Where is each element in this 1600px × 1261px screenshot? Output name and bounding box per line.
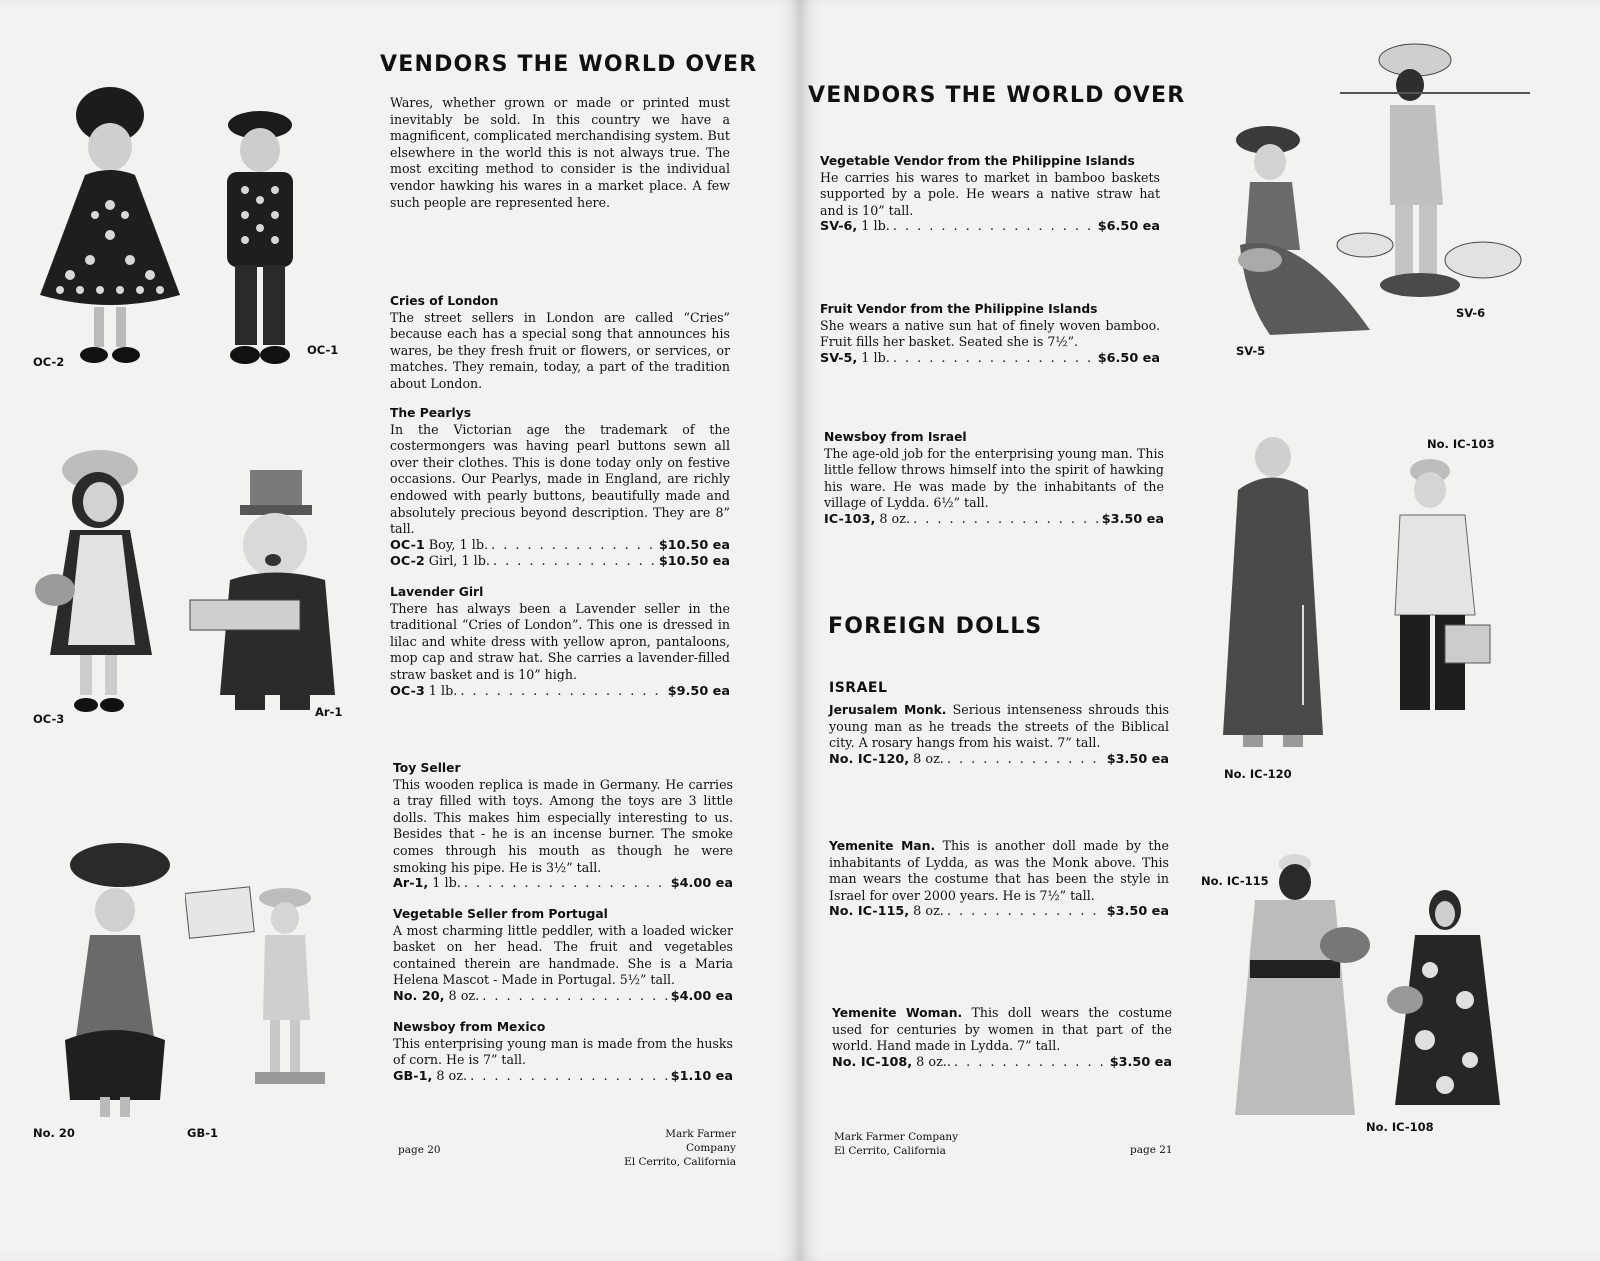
item-weight: 8 oz. [448, 988, 480, 1004]
fruit-vendor-philippines-entry [820, 301, 1160, 367]
entry-title: Vegetable Seller from Portugal [393, 907, 608, 921]
entry-title: Newsboy from Israel [824, 430, 967, 444]
item-code: OC-1 [390, 537, 425, 553]
entry-title: Toy Seller [393, 761, 461, 775]
intro-text: Wares, whether grown or made or printed must inevitably be sold. In this country we have a magnificent, complicated merchandising system. But elsewhere in the world this is not always true. The most exciting method to consider is the individual vendor hawking his wares in a market place. A few such people are represented here. [390, 95, 730, 210]
vegetable-seller-portugal-entry [393, 906, 733, 1006]
item-label: GB-1 [187, 1126, 218, 1140]
item-label: Ar-1 [315, 705, 343, 719]
leader-dots [460, 684, 664, 701]
entry-text: A most charming little peddler, with a loaded wicker basket on her head. The fruit and vegetables contained therein are handmade. She is a Maria Helena Mascot - Made in Portugal. 5½” tall. [393, 922, 733, 988]
entry-title: The Pearlys [390, 406, 472, 420]
price-line [832, 1055, 1172, 1072]
entry-title: Yemenite Man. [829, 839, 936, 853]
price-line [393, 1069, 733, 1086]
price-line [393, 876, 733, 893]
item-label: SV-5 [1236, 344, 1266, 358]
item-price: $3.50 ea [1101, 511, 1164, 527]
item-weight: 8 oz. [913, 904, 944, 920]
vegetable-vendor-doll-photo [1335, 35, 1530, 305]
company-name: Mark Farmer Company [665, 1128, 736, 1154]
leader-dots [893, 219, 1095, 236]
item-label: No. IC-120 [1224, 767, 1292, 781]
toy-seller-figure-photo [185, 465, 350, 720]
item-label: No. IC-103 [1427, 437, 1495, 451]
leader-dots [893, 351, 1095, 368]
item-price: $10.50 ea [658, 554, 730, 570]
item-label: No. IC-108 [1366, 1120, 1434, 1134]
item-code: OC-2 [390, 554, 425, 570]
country-subheading: ISRAEL [829, 680, 888, 696]
item-price: $4.00 ea [670, 876, 733, 892]
jerusalem-monk-doll-photo [1218, 435, 1328, 760]
leader-dots [482, 989, 668, 1006]
lavender-girl-doll-photo [30, 440, 160, 725]
company-city: El Cerrito, California [834, 1145, 946, 1157]
intro-paragraph [390, 95, 730, 211]
company-city: El Cerrito, California [624, 1156, 736, 1168]
israel-newsboy-doll-photo [1375, 455, 1505, 755]
item-price: $9.50 ea [667, 683, 730, 699]
price-line [393, 989, 733, 1006]
vegetable-vendor-philippines-entry [820, 153, 1160, 236]
item-code: SV-5, [820, 350, 858, 366]
entry-text: This enterprising young man is made from the husks of corn. He is 7” tall. [393, 1035, 733, 1068]
pearly-boy-doll-photo [205, 100, 315, 375]
toy-seller-entry [393, 760, 733, 893]
jerusalem-monk-entry [829, 702, 1169, 768]
entry-text: This doll wears the costume used for centuries by women in that part of the world. Hand made in Lydda. 7” tall. [832, 1005, 1172, 1054]
entry-text: There has always been a Lavender seller in the traditional “Cries of London”. This one is dressed in lilac and white dress with yellow apron, pantaloons, mop cap and straw hat. She carries a lavender-filled straw basket and is 10” high. [390, 600, 730, 682]
entry-text: This wooden replica is made in Germany. He carries a tray filled with toys. Among the toys are 3 little dolls. This makes him especially interesting to us. Besides that - he is an incense burner. The smoke comes through his mouth as though he were smoking his pipe. He is 3½” tall. [393, 776, 733, 875]
entry-title: Jerusalem Monk. [829, 703, 947, 717]
item-weight: 1 lb. [861, 219, 890, 235]
item-weight: 1 lb. [432, 876, 461, 892]
pearlys-entry [390, 405, 730, 571]
page-number: page 21 [1130, 1144, 1173, 1156]
item-code: No. 20, [393, 988, 445, 1004]
price-line [390, 684, 730, 701]
item-code: No. IC-120, [829, 751, 910, 767]
cries-of-london-entry [390, 293, 730, 393]
item-weight: 8 oz. [913, 751, 944, 767]
entry-title: Lavender Girl [390, 585, 484, 599]
item-code: IC-103, [824, 511, 876, 527]
entry-title: Yemenite Woman. [832, 1006, 963, 1020]
item-weight: Boy, 1 lb. [428, 537, 489, 553]
item-label: No. 20 [33, 1126, 75, 1140]
entry-title: Cries of London [390, 294, 499, 308]
entry-title: Newsboy from Mexico [393, 1020, 546, 1034]
right-page [800, 0, 1600, 1261]
price-line [820, 351, 1160, 368]
entry-text: He carries his wares to market in bamboo baskets supported by a pole. He wears a native straw hat and is 10” tall. [820, 169, 1160, 218]
mexico-newsboy-figure-photo [185, 880, 330, 1095]
newsboy-israel-entry [824, 429, 1164, 529]
leader-dots [470, 1069, 668, 1086]
publisher-footer [616, 1127, 736, 1169]
page-heading: VENDORS THE WORLD OVER [808, 83, 1186, 108]
entry-text: The age-old job for the enterprising young man. This little fellow throws himself into the spirit of hawking his ware. He was made by the inhabitants of the village of Lydda. 6½” tall. [824, 445, 1164, 511]
entry-text: This is another doll made by the inhabitants of Lydda, as was the Monk above. This man wears the costume that has been the style in Israel for over 2000 years. He is 7½” tall. [829, 838, 1169, 903]
section-heading: FOREIGN DOLLS [828, 614, 1043, 639]
price-line [824, 512, 1164, 529]
item-weight: Girl, 1 lb. [428, 554, 491, 570]
leader-dots [954, 1055, 1107, 1072]
yemenite-woman-entry [832, 1005, 1172, 1071]
leader-dots [947, 752, 1104, 769]
page-number: page 20 [398, 1144, 441, 1156]
item-code: No. IC-108, [832, 1054, 913, 1070]
yemenite-man-doll-photo [1215, 850, 1380, 1135]
newsboy-mexico-entry [393, 1019, 733, 1085]
item-price: $3.50 ea [1109, 1054, 1172, 1070]
leader-dots [464, 876, 668, 893]
price-line [390, 554, 730, 571]
entry-title: Vegetable Vendor from the Philippine Islands [820, 154, 1135, 168]
price-line [820, 219, 1160, 236]
item-label: No. IC-115 [1201, 874, 1269, 888]
item-weight: 8 oz. [879, 511, 911, 527]
leader-dots [913, 512, 1099, 529]
leader-dots [947, 904, 1104, 921]
lavender-girl-entry [390, 584, 730, 700]
yemenite-woman-doll-photo [1385, 890, 1515, 1125]
item-weight: 1 lb. [428, 683, 458, 699]
item-code: OC-3 [390, 683, 425, 699]
item-price: $4.00 ea [670, 988, 733, 1004]
price-line [829, 752, 1169, 769]
item-price: $3.50 ea [1106, 904, 1169, 920]
leader-dots [493, 554, 656, 571]
price-line [829, 904, 1169, 921]
pearly-girl-doll-photo [30, 85, 190, 380]
entry-text: In the Victorian age the trademark of the costermongers was having pearl buttons sewn all over their clothes. This is done today only on festive occasions. Our Pearlys, made in England, are richly endowed with pearly buttons, beautifully made and absolutely precious beyond description. They are 8” tall. [390, 421, 730, 537]
item-weight: 1 lb. [861, 350, 890, 366]
item-price: $3.50 ea [1106, 751, 1169, 767]
entry-text: The street sellers in London are called “Cries” because each has a special song that announces his wares, be they fresh fruit or flowers, or services, or matches. They remain, today, a part of the tradition about London. [390, 309, 730, 391]
item-price: $10.50 ea [658, 537, 730, 553]
page-heading: VENDORS THE WORLD OVER [380, 52, 758, 77]
item-label: OC-3 [33, 712, 65, 726]
item-code: GB-1, [393, 1068, 433, 1084]
item-label: SV-6 [1456, 306, 1486, 320]
item-label: OC-2 [33, 355, 65, 369]
item-code: Ar-1, [393, 876, 429, 892]
item-price: $1.10 ea [670, 1068, 733, 1084]
item-price: $6.50 ea [1097, 350, 1160, 366]
company-name: Mark Farmer Company [834, 1131, 959, 1143]
item-price: $6.50 ea [1097, 219, 1160, 235]
price-line [390, 538, 730, 555]
item-weight: 8 oz. [436, 1068, 468, 1084]
entry-text: She wears a native sun hat of finely woven bamboo. Fruit fills her basket. Seated she is 7½”. [820, 317, 1160, 350]
yemenite-man-entry [829, 838, 1169, 921]
leader-dots [491, 538, 656, 555]
entry-title: Fruit Vendor from the Philippine Islands [820, 302, 1098, 316]
item-weight: 8 oz.. [916, 1054, 951, 1070]
item-label: OC-1 [307, 343, 339, 357]
entry-text: Serious intenseness shrouds this young man as he treads the streets of the Biblical city. A rosary hangs from his waist. 7” tall. [829, 702, 1169, 751]
item-code: SV-6, [820, 219, 858, 235]
publisher-footer [834, 1130, 958, 1158]
portugal-vegetable-seller-doll-photo [45, 835, 180, 1130]
item-code: No. IC-115, [829, 904, 910, 920]
